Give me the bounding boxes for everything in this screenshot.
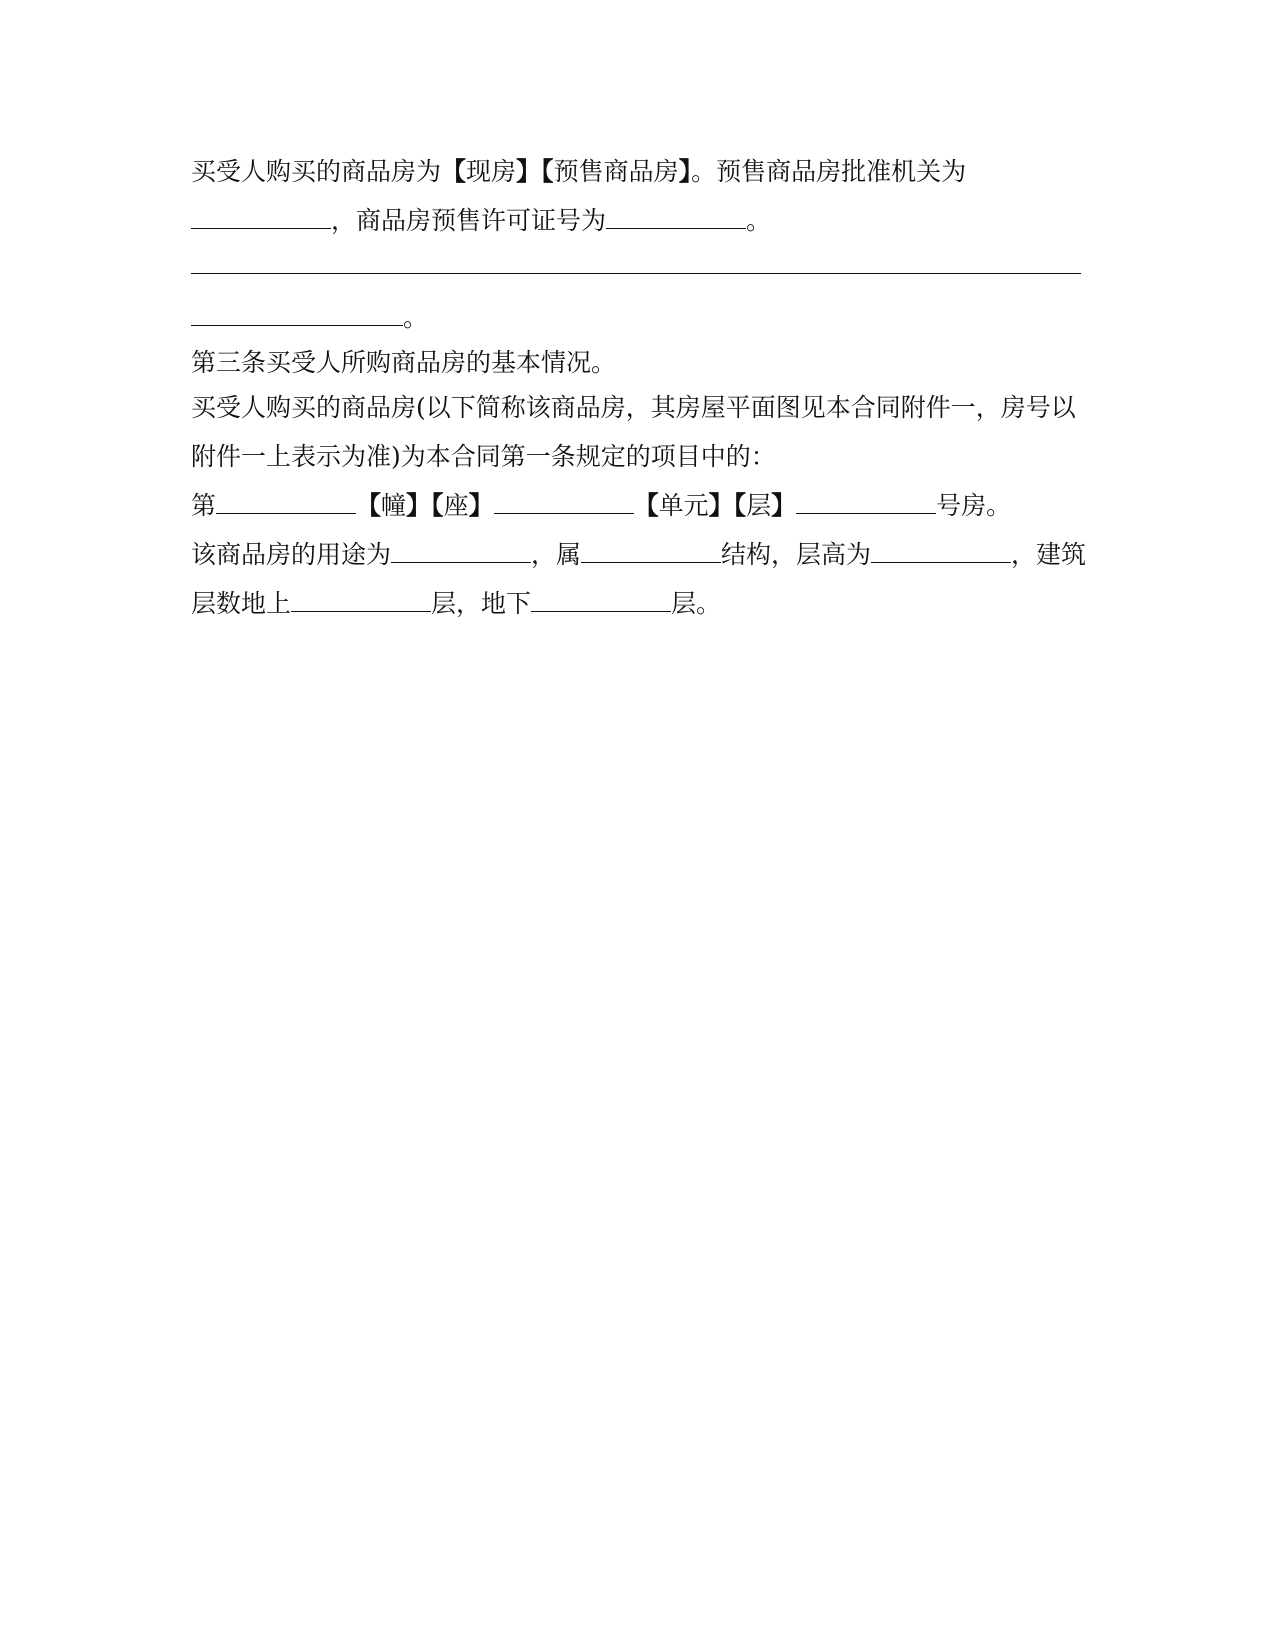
option-existing-house: 现房 — [466, 157, 517, 186]
bracket-close: 】 — [468, 491, 494, 520]
bracket-close: 】 — [771, 491, 797, 520]
rule-line-end — [191, 301, 1081, 334]
para4-text-usage: 该商品房的用途为 — [191, 540, 392, 569]
para4-text-end: 层。 — [671, 589, 722, 618]
bracket-open: 【 — [356, 491, 382, 520]
para1-text-permit: ，商品房预售许可证号为 — [331, 206, 607, 235]
para4-line1 — [191, 538, 1087, 571]
blank-structure[interactable] — [581, 540, 721, 563]
rule-period: 。 — [403, 303, 429, 332]
option-presale-house: 预售商品房 — [553, 157, 679, 186]
para1-line1 — [191, 155, 1081, 188]
para1-text-a: 买受人购买的商品房为 — [191, 157, 442, 186]
option-unit: 单元 — [658, 491, 709, 520]
blank-floors-below[interactable] — [531, 589, 671, 612]
para4-text-height: 结构，层高为 — [721, 540, 872, 569]
blank-room-number[interactable] — [796, 491, 936, 514]
para4-text-below: 层，地下 — [431, 589, 532, 618]
option-floor: 层 — [746, 491, 772, 520]
para1-text-c: 。预售商品房批准机关为 — [691, 157, 967, 186]
option-zuo: 座 — [443, 491, 469, 520]
bracket-pair: 】【 — [516, 157, 554, 186]
blank-usage[interactable] — [391, 540, 531, 563]
para4-text-above: 层数地上 — [191, 589, 292, 618]
blank-unit[interactable] — [494, 491, 634, 514]
option-zhuang: 幢 — [381, 491, 407, 520]
para1-period: 。 — [746, 206, 772, 235]
bracket-pair: 】【 — [406, 491, 444, 520]
para2-line1: 买受人购买的商品房(以下简称该商品房，其房屋平面图见本合同附件一，房号以 — [191, 393, 1076, 422]
blank-floors-above[interactable] — [291, 589, 431, 612]
blank-building[interactable] — [216, 491, 356, 514]
para1-line2 — [191, 204, 1081, 237]
bracket-open: 【 — [441, 157, 467, 186]
para3-line — [191, 489, 1081, 522]
para4-text-building: ，建筑 — [1011, 540, 1087, 569]
para4-line2 — [191, 587, 1081, 620]
blank-short-rule[interactable] — [191, 303, 403, 326]
document-body — [191, 155, 1087, 636]
bracket-close: 】 — [678, 157, 692, 186]
article3-title: 第三条买受人所购商品房的基本情况。 — [191, 348, 617, 377]
para3-prefix: 第 — [191, 491, 217, 520]
para2-line2: 附件一上表示为准)为本合同第一条规定的项目中的： — [191, 442, 776, 471]
para4-text-belongs: ，属 — [531, 540, 582, 569]
blank-permit-number[interactable] — [606, 206, 746, 229]
blank-floor-height[interactable] — [871, 540, 1011, 563]
blank-long-rule[interactable] — [191, 253, 1081, 274]
para3-suffix: 号房。 — [936, 491, 1012, 520]
blank-approval-authority[interactable] — [191, 206, 331, 229]
bracket-pair: 】【 — [708, 491, 747, 520]
bracket-open: 【 — [633, 491, 659, 520]
